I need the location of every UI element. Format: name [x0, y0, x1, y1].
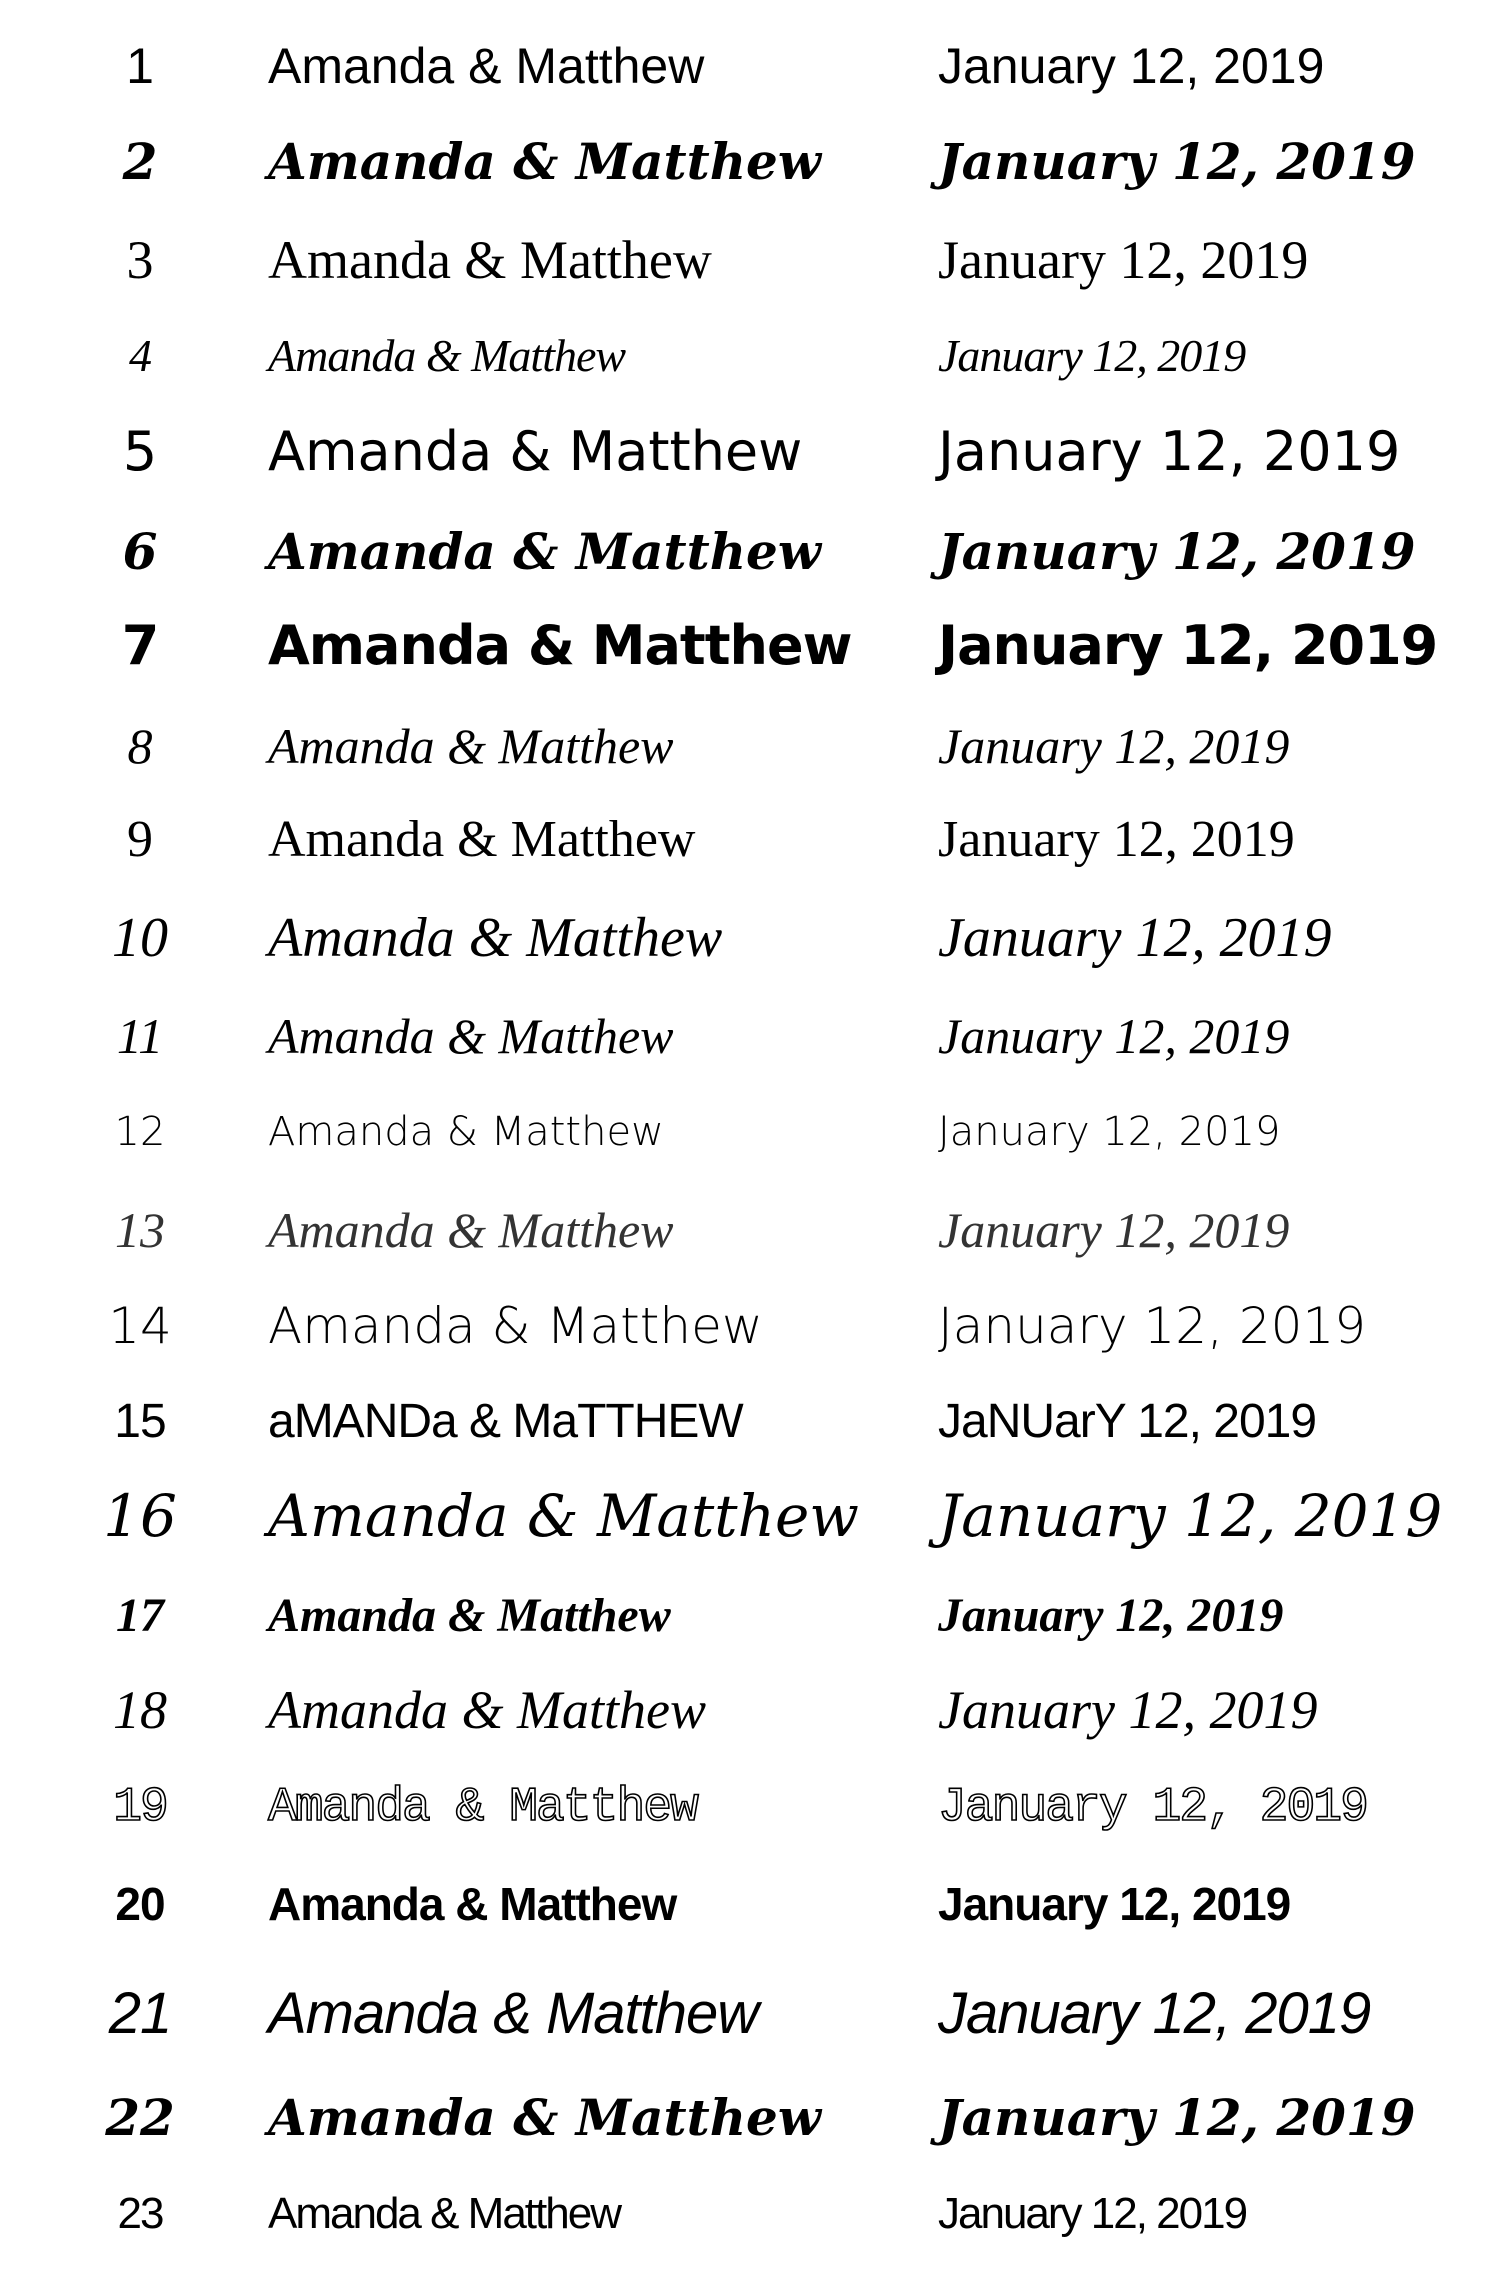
couple-names: Amanda & Matthew: [268, 2088, 821, 2147]
font-sample-row: [0, 114, 1500, 210]
font-sample-row: [0, 212, 1500, 308]
style-number: 21: [108, 1981, 172, 2046]
font-sample-row: [0, 404, 1500, 500]
font-sample-row: [0, 598, 1500, 694]
wedding-date: January 12, 2019: [938, 1482, 1443, 1550]
couple-names: Amanda & Matthew: [268, 330, 626, 381]
style-number: 17: [116, 1589, 164, 1642]
style-number: 15: [114, 1395, 166, 1448]
couple-names: Amanda & Matthew: [268, 614, 852, 677]
wedding-date: January 12, 2019: [938, 811, 1295, 868]
wedding-date: January 12, 2019: [938, 38, 1325, 94]
couple-names: Amanda & Matthew: [268, 1109, 664, 1155]
couple-names: Amanda & Matthew: [268, 420, 803, 483]
style-number: 12: [114, 1109, 166, 1155]
couple-names: Amanda & Matthew: [268, 1680, 706, 1740]
wedding-date: January 12, 2019: [938, 1202, 1290, 1258]
couple-names: Amanda & Matthew: [268, 1781, 697, 1835]
wedding-date: January 12, 2019: [938, 2088, 1416, 2147]
font-sample-row: [0, 1856, 1500, 1952]
font-sample-row: [0, 18, 1500, 114]
couple-names: Amanda & Matthew: [268, 1981, 759, 2046]
style-number: 22: [105, 2088, 175, 2147]
style-number: 11: [116, 1008, 164, 1064]
font-sample-row: [0, 504, 1500, 600]
wedding-date: January 12, 2019: [938, 1109, 1281, 1155]
font-sample-row: [0, 2070, 1500, 2166]
style-number: 23: [117, 2189, 163, 2238]
wedding-date: January 12, 2019: [938, 907, 1332, 969]
font-sample-row: [0, 1760, 1500, 1856]
style-number: 8: [127, 718, 153, 774]
font-sample-row: [0, 1966, 1500, 2062]
font-sample-row: [0, 2166, 1500, 2262]
font-sample-row: [0, 1468, 1500, 1564]
style-number: 4: [129, 330, 151, 381]
font-sample-row: [0, 792, 1500, 888]
wedding-date: January 12, 2019: [938, 1297, 1367, 1355]
wedding-date: January 12, 2019: [938, 420, 1401, 483]
couple-names: Amanda & Matthew: [268, 718, 674, 774]
wedding-date: January 12, 2019: [938, 1589, 1284, 1642]
style-number: 19: [113, 1781, 167, 1835]
font-sample-row: [0, 1084, 1500, 1180]
wedding-date: January 12, 2019: [938, 1878, 1291, 1930]
wedding-date: January 12, 2019: [938, 1981, 1371, 2046]
couple-names: Amanda & Matthew: [268, 1482, 859, 1550]
style-number: 14: [108, 1297, 172, 1355]
wedding-date: January 12, 2019: [938, 1008, 1290, 1064]
couple-names: Amanda & Matthew: [268, 38, 705, 94]
couple-names: Amanda & Matthew: [268, 1878, 677, 1930]
style-number: 6: [122, 522, 158, 581]
style-number: 18: [113, 1680, 167, 1740]
wedding-date: JaNUarY 12, 2019: [938, 1395, 1317, 1448]
couple-names: Amanda & Matthew: [268, 1297, 763, 1355]
font-sample-row: [0, 988, 1500, 1084]
couple-names: aMANDa & MaTTHEW: [268, 1395, 743, 1448]
couple-names: Amanda & Matthew: [268, 132, 821, 191]
font-sample-row: [0, 1568, 1500, 1664]
font-sample-row: [0, 1662, 1500, 1758]
couple-names: Amanda & Matthew: [268, 1008, 674, 1064]
font-sample-row: [0, 308, 1500, 404]
wedding-date: January 12, 2019: [938, 718, 1290, 774]
wedding-date: January 12, 2019: [938, 330, 1246, 381]
font-sample-row: [0, 1278, 1500, 1374]
couple-names: Amanda & Matthew: [268, 907, 723, 969]
style-number: 3: [126, 230, 154, 290]
style-number: 16: [103, 1482, 177, 1550]
wedding-date: January 12, 2019: [938, 132, 1416, 191]
style-number: 9: [127, 811, 153, 868]
couple-names: Amanda & Matthew: [268, 811, 696, 868]
style-number: 13: [115, 1202, 165, 1258]
style-number: 20: [115, 1878, 165, 1930]
wedding-date: January 12, 2019: [938, 522, 1416, 581]
couple-names: Amanda & Matthew: [268, 2189, 620, 2238]
font-sample-row: [0, 1374, 1500, 1470]
couple-names: Amanda & Matthew: [268, 522, 821, 581]
style-number: 7: [121, 614, 159, 677]
wedding-date: January 12, 2019: [938, 614, 1438, 677]
wedding-date: January 12, 2019: [938, 2189, 1247, 2238]
style-number: 2: [122, 132, 158, 191]
font-sample-row: [0, 698, 1500, 794]
font-sample-row: [0, 1182, 1500, 1278]
couple-names: Amanda & Matthew: [268, 1589, 671, 1642]
font-sample-row: [0, 890, 1500, 986]
couple-names: Amanda & Matthew: [268, 1202, 674, 1258]
style-number: 5: [122, 420, 158, 483]
wedding-date: January 12, 2019: [938, 1781, 1367, 1835]
style-number: 10: [112, 907, 168, 969]
wedding-date: January 12, 2019: [938, 230, 1309, 290]
wedding-date: January 12, 2019: [938, 1680, 1318, 1740]
couple-names: Amanda & Matthew: [268, 230, 712, 290]
style-number: 1: [126, 38, 154, 94]
